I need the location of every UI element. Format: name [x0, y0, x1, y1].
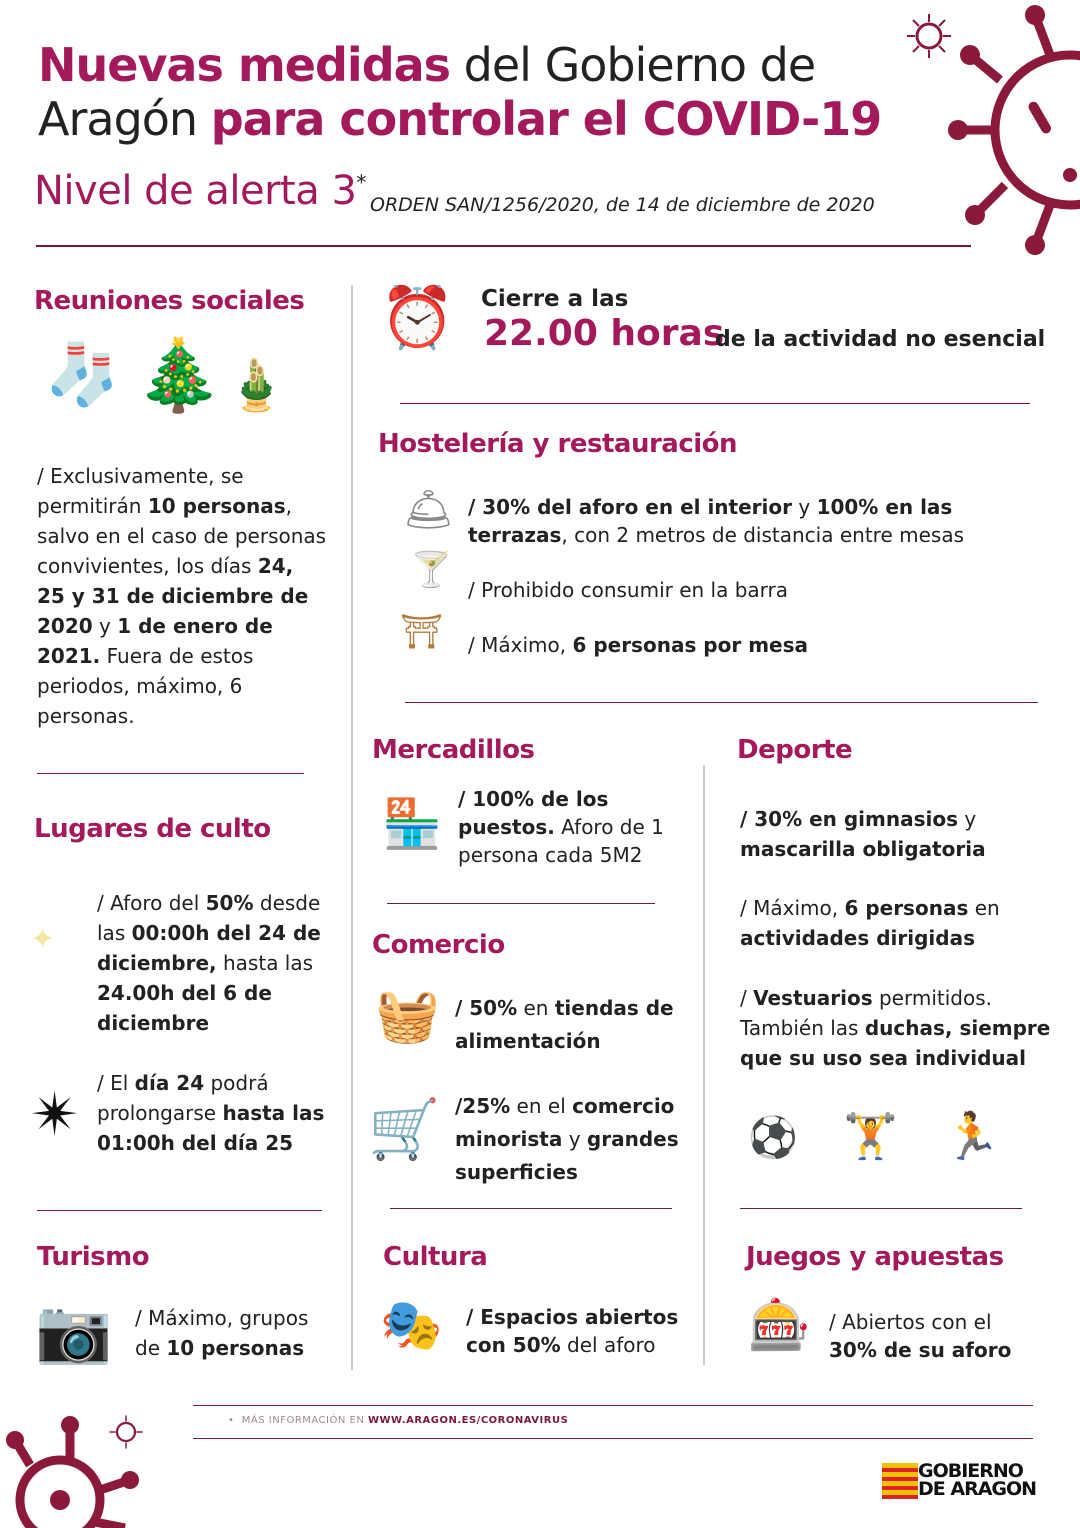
text-segment: /: [740, 986, 754, 1010]
text-segment: y: [958, 807, 977, 831]
section-title-deporte: Deporte: [737, 735, 853, 765]
text-segment: / Prohibido consumir en la barra: [468, 578, 789, 602]
section-title-comercio: Comercio: [372, 930, 505, 960]
divider: [193, 1438, 1033, 1439]
aragon-flag-icon: [882, 1463, 918, 1499]
page-title-line-2: [38, 92, 881, 146]
poker-chips-icon: 🎰: [748, 1296, 811, 1354]
text-segment: 00:00h del 24 de diciembre,: [97, 921, 321, 975]
text-segment: duchas, siempre que su uso sea individual: [740, 1016, 1051, 1070]
grocery-basket-icon: 🧺: [375, 986, 440, 1046]
text-segment: , con 2 metros de distancia entre mesas: [561, 523, 964, 547]
small-virus-icon: [108, 1414, 144, 1450]
text-segment: / Espacios abiertos con 50%: [466, 1305, 679, 1357]
text-segment: 100% en las terrazas: [468, 495, 953, 547]
logo-line-2: DE ARAGON: [918, 1478, 1037, 1500]
text-segment: , salvo en el caso de personas convivientes, los días: [37, 494, 327, 578]
divider: [390, 1208, 672, 1209]
section-title-mercadillos: Mercadillos: [372, 735, 535, 765]
text-segment: /25%: [455, 1094, 511, 1118]
divider: [37, 1210, 322, 1211]
virus-icon: [940, 0, 1080, 260]
hosteleria-item: [468, 493, 1038, 549]
alert-footnote-mark: *: [356, 170, 366, 195]
text-segment: 10 personas: [147, 494, 286, 518]
text-segment: Vestuarios: [753, 986, 873, 1010]
text-segment: en el: [510, 1094, 573, 1118]
text-segment: para controlar el COVID-19: [210, 92, 882, 146]
divider: [193, 1405, 1033, 1406]
divider: [36, 245, 971, 247]
turismo-text: [135, 1303, 335, 1363]
weightlifter-icon: 🏋: [843, 1111, 898, 1162]
section-title-juegos: Juegos y apuestas: [746, 1242, 1004, 1272]
text-segment: / 30% en gimnasios: [740, 807, 959, 831]
closing-label: Cierre a las: [481, 286, 629, 312]
alert-level-text: Nivel de alerta 3: [34, 168, 357, 214]
section-title-turismo: Turismo: [37, 1242, 150, 1272]
text-segment: y: [792, 495, 817, 519]
divider: [740, 1208, 1022, 1209]
text-segment: / Abiertos con el: [829, 1310, 992, 1334]
mercadillos-text: [458, 785, 688, 869]
column-divider: [351, 285, 353, 1370]
cloche-icon: 🛎: [403, 487, 454, 533]
text-segment: día 24: [134, 1071, 205, 1095]
hosteleria-item: [468, 575, 788, 605]
text-segment: en: [968, 896, 1000, 920]
text-segment: Aforo de 1 persona cada 5M2: [458, 815, 664, 867]
divider: [405, 702, 1038, 703]
text-segment: / Máximo,: [740, 896, 845, 920]
column-divider: [703, 765, 705, 1365]
text-segment: / Máximo, grupos de: [135, 1306, 309, 1360]
culto-text-1: [97, 888, 347, 1038]
text-segment: del Gobierno de: [450, 38, 816, 92]
closing-time: 22.00 horas: [484, 313, 725, 354]
comercio-text-1: [455, 992, 695, 1058]
text-segment: 24.00h del 6 de diciembre: [97, 981, 272, 1035]
text-segment: / Exclusivamente, se permitirán: [37, 464, 244, 518]
text-segment: comercio minorista: [455, 1094, 675, 1151]
alarm-clock-icon: ⏰: [380, 283, 455, 353]
text-segment: desde las: [97, 891, 321, 945]
soccer-ball-icon: ⚽: [748, 1115, 798, 1161]
divider: [400, 403, 1030, 404]
text-segment: 6 personas por mesa: [572, 633, 808, 657]
section-title-reuniones: Reuniones sociales: [34, 286, 305, 316]
deporte-text-3: [740, 983, 1060, 1073]
text-segment: hasta las: [216, 951, 314, 975]
text-segment: Aragón: [38, 92, 211, 146]
text-segment: podrá prolongarse: [97, 1071, 269, 1125]
deporte-text-2: [740, 893, 1040, 953]
comercio-text-2: [455, 1090, 695, 1189]
section-title-cultura: Cultura: [383, 1242, 488, 1272]
ornaments-icon: 🎍: [225, 356, 288, 414]
cocktail-icon: 🍸: [410, 550, 453, 590]
text-segment: en: [517, 996, 555, 1020]
reuniones-text: [37, 461, 327, 731]
alert-level: [34, 168, 366, 214]
text-segment: y: [92, 614, 118, 638]
camera-icon: 📷: [35, 1294, 113, 1367]
text-segment: permitidos. También las: [740, 986, 992, 1040]
shopping-cart-icon: 🛒: [368, 1095, 441, 1163]
government-logo: [918, 1462, 1036, 1498]
section-title-hosteleria: Hostelería y restauración: [378, 429, 738, 459]
divider: [387, 903, 655, 904]
text-segment: 6 personas: [844, 896, 969, 920]
text-segment: 30% de su aforo: [829, 1338, 1012, 1362]
section-title-culto: Lugares de culto: [34, 814, 271, 844]
theater-masks-icon: 🎭: [380, 1296, 443, 1354]
text-segment: / 30% del aforo en el interior: [468, 495, 792, 519]
order-reference: ORDEN SAN/1256/2020, de 14 de diciembre de 2020: [370, 194, 875, 216]
stocking-icon: 🧦: [45, 340, 120, 410]
text-segment: hasta las 01:00h del día 25: [97, 1101, 325, 1155]
more-info-link[interactable]: WWW.ARAGON.ES/CORONAVIRUS: [368, 1415, 569, 1426]
text-segment: 50%: [205, 891, 254, 915]
market-stall-icon: 🏪: [382, 796, 442, 852]
sparkle-icon: ✦: [30, 922, 56, 957]
text-segment: grandes superficies: [455, 1127, 679, 1184]
text-segment: / El: [97, 1071, 135, 1095]
text-segment: / Máximo,: [468, 633, 573, 657]
deporte-text-1: [740, 804, 1040, 864]
text-segment: / 100% de los puestos.: [458, 787, 609, 839]
runner-icon: 🏃: [943, 1109, 1001, 1163]
small-virus-icon: [905, 12, 953, 60]
text-segment: 24, 25 y 31 de diciembre de 2020: [37, 554, 309, 638]
cultura-text: [466, 1303, 696, 1359]
text-segment: Nuevas medidas: [38, 38, 451, 92]
christmas-tree-icon: 🎄: [135, 334, 223, 416]
divider: [37, 773, 304, 774]
more-info-label: MÁS INFORMACIÓN EN: [241, 1415, 368, 1426]
more-info: • MÁS INFORMACIÓN EN WWW.ARAGON.ES/CORONAVIRUS: [228, 1415, 569, 1426]
text-segment: actividades dirigidas: [740, 926, 975, 950]
logo-line-1: GOBIERNO: [918, 1460, 1023, 1482]
text-segment: tiendas de alimentación: [455, 996, 674, 1053]
text-segment: / Aforo del: [97, 891, 206, 915]
hosteleria-item: [468, 630, 808, 660]
closing-description: de la actividad no esencial: [715, 327, 1046, 352]
juegos-text: [829, 1308, 1029, 1364]
text-segment: del aforo: [560, 1333, 656, 1357]
culto-text-2: [97, 1068, 337, 1158]
text-segment: y: [562, 1127, 587, 1151]
star-icon: ✴: [30, 1080, 81, 1150]
text-segment: / 50%: [455, 996, 518, 1020]
text-segment: Fuera de estos periodos, máximo, 6 personas.: [37, 644, 254, 728]
text-segment: 10 personas: [166, 1336, 305, 1360]
text-segment: mascarilla obligatoria: [740, 837, 986, 861]
table-chairs-icon: ⛩: [400, 612, 444, 652]
page-title-line-1: [38, 38, 815, 92]
text-segment: 1 de enero de 2021.: [37, 614, 273, 668]
